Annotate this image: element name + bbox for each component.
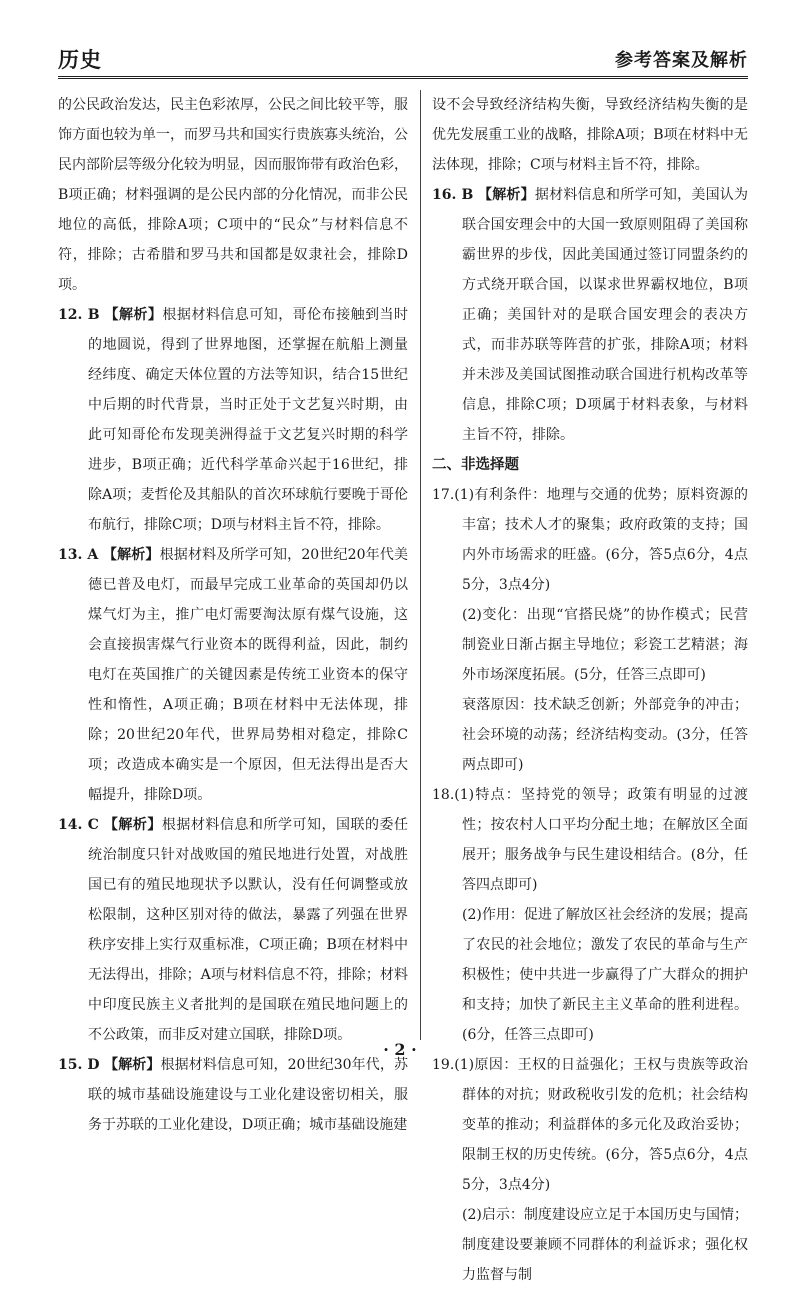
q15-number: 15. D: [58, 1057, 100, 1073]
answer-q17-part2: (2)变化：出现“官搭民烧”的协作模式；民营制瓷业日渐占据主导地位；彩瓷工艺精湛；海外市场深度拓展。(5分，任答三点即可): [462, 607, 748, 683]
answer-q16: [432, 180, 748, 450]
page-header: [58, 42, 748, 79]
q15-tag: 【解析】: [104, 1057, 161, 1073]
answer-q18-part2: (2)作用：促进了解放区社会经济的发展；提高了农民的社会地位；激发了农民的革命与生产积极性；使中共进一步赢得了广大群众的拥护和支持；加快了新民主主义革命的胜利进程。(6分，任答三点即可): [462, 907, 748, 1043]
q13-tag: 【解析】: [102, 547, 160, 563]
q19-part1-text: (1)原因：王权的日益强化；王权与贵族等政治群体的对抗；财政税收引发的危机；社会结构变革的推动；利益群体的多元化及政治妥协；限制王权的历史传统。(6分，答5点6分，4点5分，3点4分): [454, 1057, 748, 1193]
q18-part1-text: (1)特点：坚持党的领导；政策有明显的过渡性；按农村人口平均分配土地；在解放区全面展开；服务战争与民生建设相结合。(8分，任答四点即可): [454, 787, 748, 893]
answer-q17-part1: [432, 480, 748, 600]
q15-continuation: 设不会导致经济结构失衡，导致经济结构失衡的是优先发展重工业的战略，排除A项；B项在材料中无法体现，排除；C项与材料主旨不符，排除。: [432, 97, 748, 173]
q12-number: 12. B: [58, 307, 100, 323]
q13-number: 13. A: [58, 547, 99, 563]
answer-q15: [58, 1050, 408, 1140]
q16-text: 据材料信息和所学可知，美国认为联合国安理会中的大国一致原则阻碍了美国称霸世界的步伐，因此美国通过签订同盟条约的方式绕开联合国，以谋求世界霸权地位，B项正确；美国针对的是联合国安理会的表决方式，而非苏联等阵营的扩张，排除A项；材料并未涉及美国试图推动联合国进行机构改革等信息，排除C项；D项属于材料表象，与材料主旨不符，排除。: [462, 187, 749, 443]
section-heading-non-choice: 二、非选择题: [432, 456, 519, 473]
q16-tag: 【解析】: [477, 187, 535, 203]
q13-text: 根据材料及所学可知，20世纪20年代美德已普及电灯，而最早完成工业革命的英国却仍以煤气灯为主，推广电灯需要淘汰原有煤气设施，这会直接损害煤气行业资本的既得利益，因此，制约电灯在英国推广的关键因素是传统工业资本的保守性和惰性，A项正确；B项在材料中无法体现，排除；20世纪20年代，世界局势相对稳定，排除C项；改造成本确实是一个原因，但无法得出是否大幅提升，排除D项。: [88, 547, 409, 803]
answer-q17-part3: 衰落原因：技术缺乏创新；外部竞争的冲击；社会环境的动荡；经济结构变动。(3分，任答两点即可): [462, 697, 748, 773]
q19-number: 19.: [432, 1057, 455, 1073]
q12-text: 根据材料信息可知，哥伦布接触到当时的地圆说，得到了世界地图，还掌握在航船上测量经纬度、确定天体位置的方法等知识，结合15世纪中后期的时代背景，当时正处于文艺复兴时期，由此可知哥伦布发现美洲得益于文艺复兴时期的科学进步，B项正确；近代科学革命兴起于16世纪，排除A项；麦哲伦及其船队的首次环球航行要晚于哥伦布航行，排除C项；D项与材料主旨不符，排除。: [88, 307, 409, 533]
column-divider: [420, 90, 421, 1040]
q15-text: 根据材料信息可知，20世纪30年代，苏联的城市基础设施建设与工业化建设密切相关，服务于苏联的工业化建设，D项正确；城市基础设施建: [88, 1057, 409, 1133]
section-title: 参考答案及解析: [615, 50, 748, 71]
q12-tag: 【解析】: [104, 307, 163, 323]
q14-number: 14. C: [58, 817, 99, 833]
answer-q14: [58, 810, 408, 1050]
answer-q19-part2: (2)启示：制度建设应立足于本国历史与国情；制度建设要兼顾不同群体的利益诉求；强化权力监督与制: [462, 1207, 748, 1283]
q17-part1-text: (1)有利条件：地理与交通的优势；原料资源的丰富；技术人才的聚集；政府政策的支持；国内外市场需求的旺盛。(6分，答5点6分，4点5分，3点4分): [454, 487, 748, 593]
q11-continuation: 的公民政治发达，民主色彩浓厚，公民之间比较平等，服饰方面也较为单一，而罗马共和国实行贵族寡头统治，公民内部阶层等级分化较为明显，因而服饰带有政治色彩，B项正确；材料强调的是公民内部的分化情况，而非公民地位的高低，排除A项；C项中的“民众”与材料信息不符，排除；古希腊和罗马共和国都是奴隶社会，排除D项。: [58, 97, 408, 293]
q14-text: 根据材料信息和所学可知，国联的委任统治制度只针对战败国的殖民地进行处置，对战胜国已有的殖民地现状予以默认，没有任何调整或放松限制，这种区别对待的做法，暴露了列强在世界秩序安排上实行双重标准，C项正确；B项在材料中无法得出，排除；A项与材料信息不符，排除；材料中印度民族主义者批判的是国联在殖民地问题上的不公政策，而非反对建立国联，排除D项。: [88, 817, 409, 1043]
answer-q18-part1: [432, 780, 748, 900]
left-column: [58, 90, 409, 1133]
answer-q19-part1: [432, 1050, 748, 1200]
answer-q12: [58, 300, 408, 540]
page-number: · 2 ·: [383, 1040, 417, 1059]
answer-q13: [58, 540, 408, 810]
subject-title: 历史: [58, 47, 102, 72]
q14-tag: 【解析】: [103, 817, 162, 833]
q17-number: 17.: [432, 487, 455, 503]
q16-number: 16. B: [432, 187, 474, 203]
right-column: [432, 90, 749, 1283]
q18-number: 18.: [432, 787, 455, 803]
